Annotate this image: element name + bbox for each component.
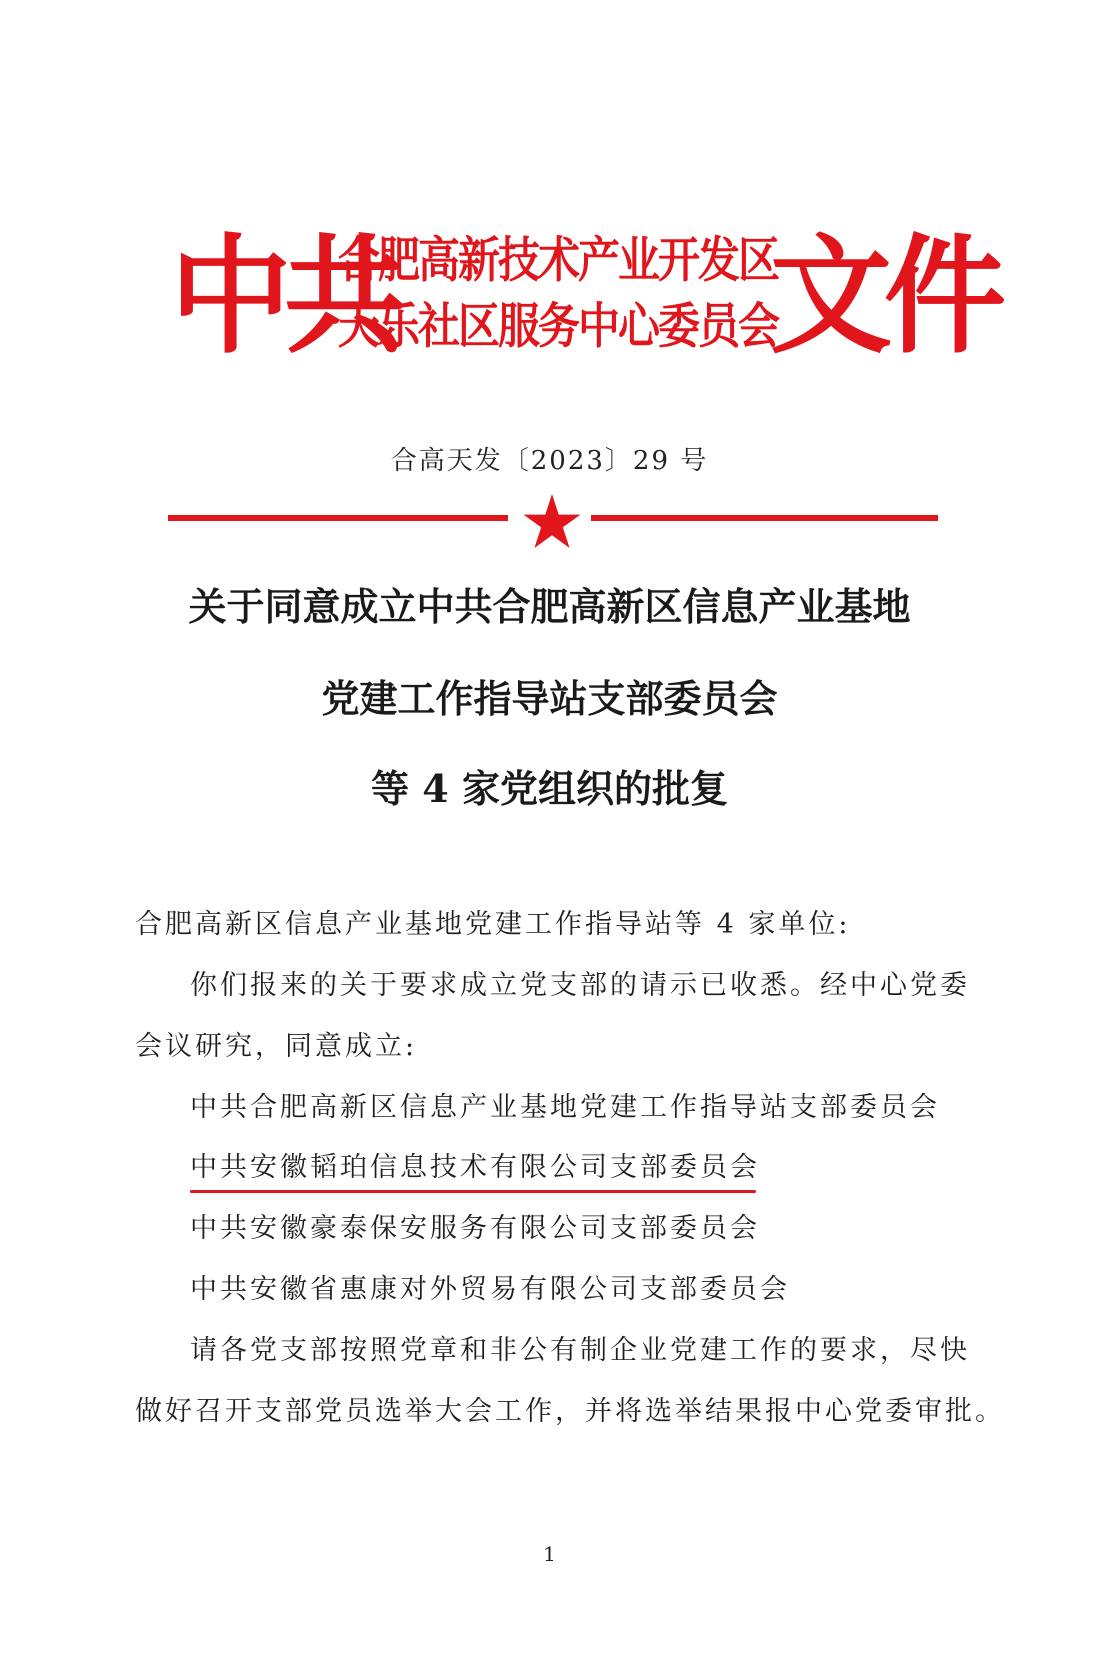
- paragraph-2-line-2: 做好召开支部党员选举大会工作，并将选举结果报中心党委审批。: [135, 1396, 1005, 1427]
- red-underline-mark: [190, 1190, 756, 1193]
- masthead-left-text: 中共: [170, 219, 398, 372]
- masthead-middle: [338, 222, 779, 362]
- title-line-3: 等 4 家党组织的批复: [371, 766, 728, 811]
- red-masthead: [170, 219, 998, 372]
- title-line-2: 党建工作指导站支部委员会: [321, 676, 778, 721]
- org-item: 中共安徽韬珀信息技术有限公司支部委员会: [190, 1152, 760, 1183]
- paragraph-1-line-1: 你们报来的关于要求成立党支部的请示已收悉。经中心党委: [190, 970, 970, 1001]
- title-line-1: 关于同意成立中共合肥高新区信息产业基地: [188, 584, 911, 629]
- separator-line-right: [591, 515, 938, 521]
- paragraph-1-line-2: 会议研究，同意成立:: [135, 1031, 418, 1062]
- salutation: 合肥高新区信息产业基地党建工作指导站等 4 家单位:: [135, 909, 851, 940]
- document-number: 合高天发〔2023〕29 号: [390, 446, 709, 476]
- org-item: 中共合肥高新区信息产业基地党建工作指导站支部委员会: [190, 1092, 940, 1123]
- masthead-line-1: 合肥高新技术产业开发区: [338, 231, 779, 288]
- red-separator: [168, 500, 938, 550]
- star-icon: [523, 494, 581, 548]
- separator-line-left: [168, 515, 508, 521]
- masthead-line-2: 天乐社区服务中心委员会: [338, 297, 779, 354]
- paragraph-2-line-1: 请各党支部按照党章和非公有制企业党建工作的要求，尽快: [190, 1335, 970, 1366]
- masthead-right-text: 文件: [770, 219, 998, 372]
- org-item: 中共安徽省惠康对外贸易有限公司支部委员会: [190, 1274, 790, 1305]
- org-item: 中共安徽豪泰保安服务有限公司支部委员会: [190, 1213, 760, 1244]
- page-number: 1: [543, 1542, 556, 1566]
